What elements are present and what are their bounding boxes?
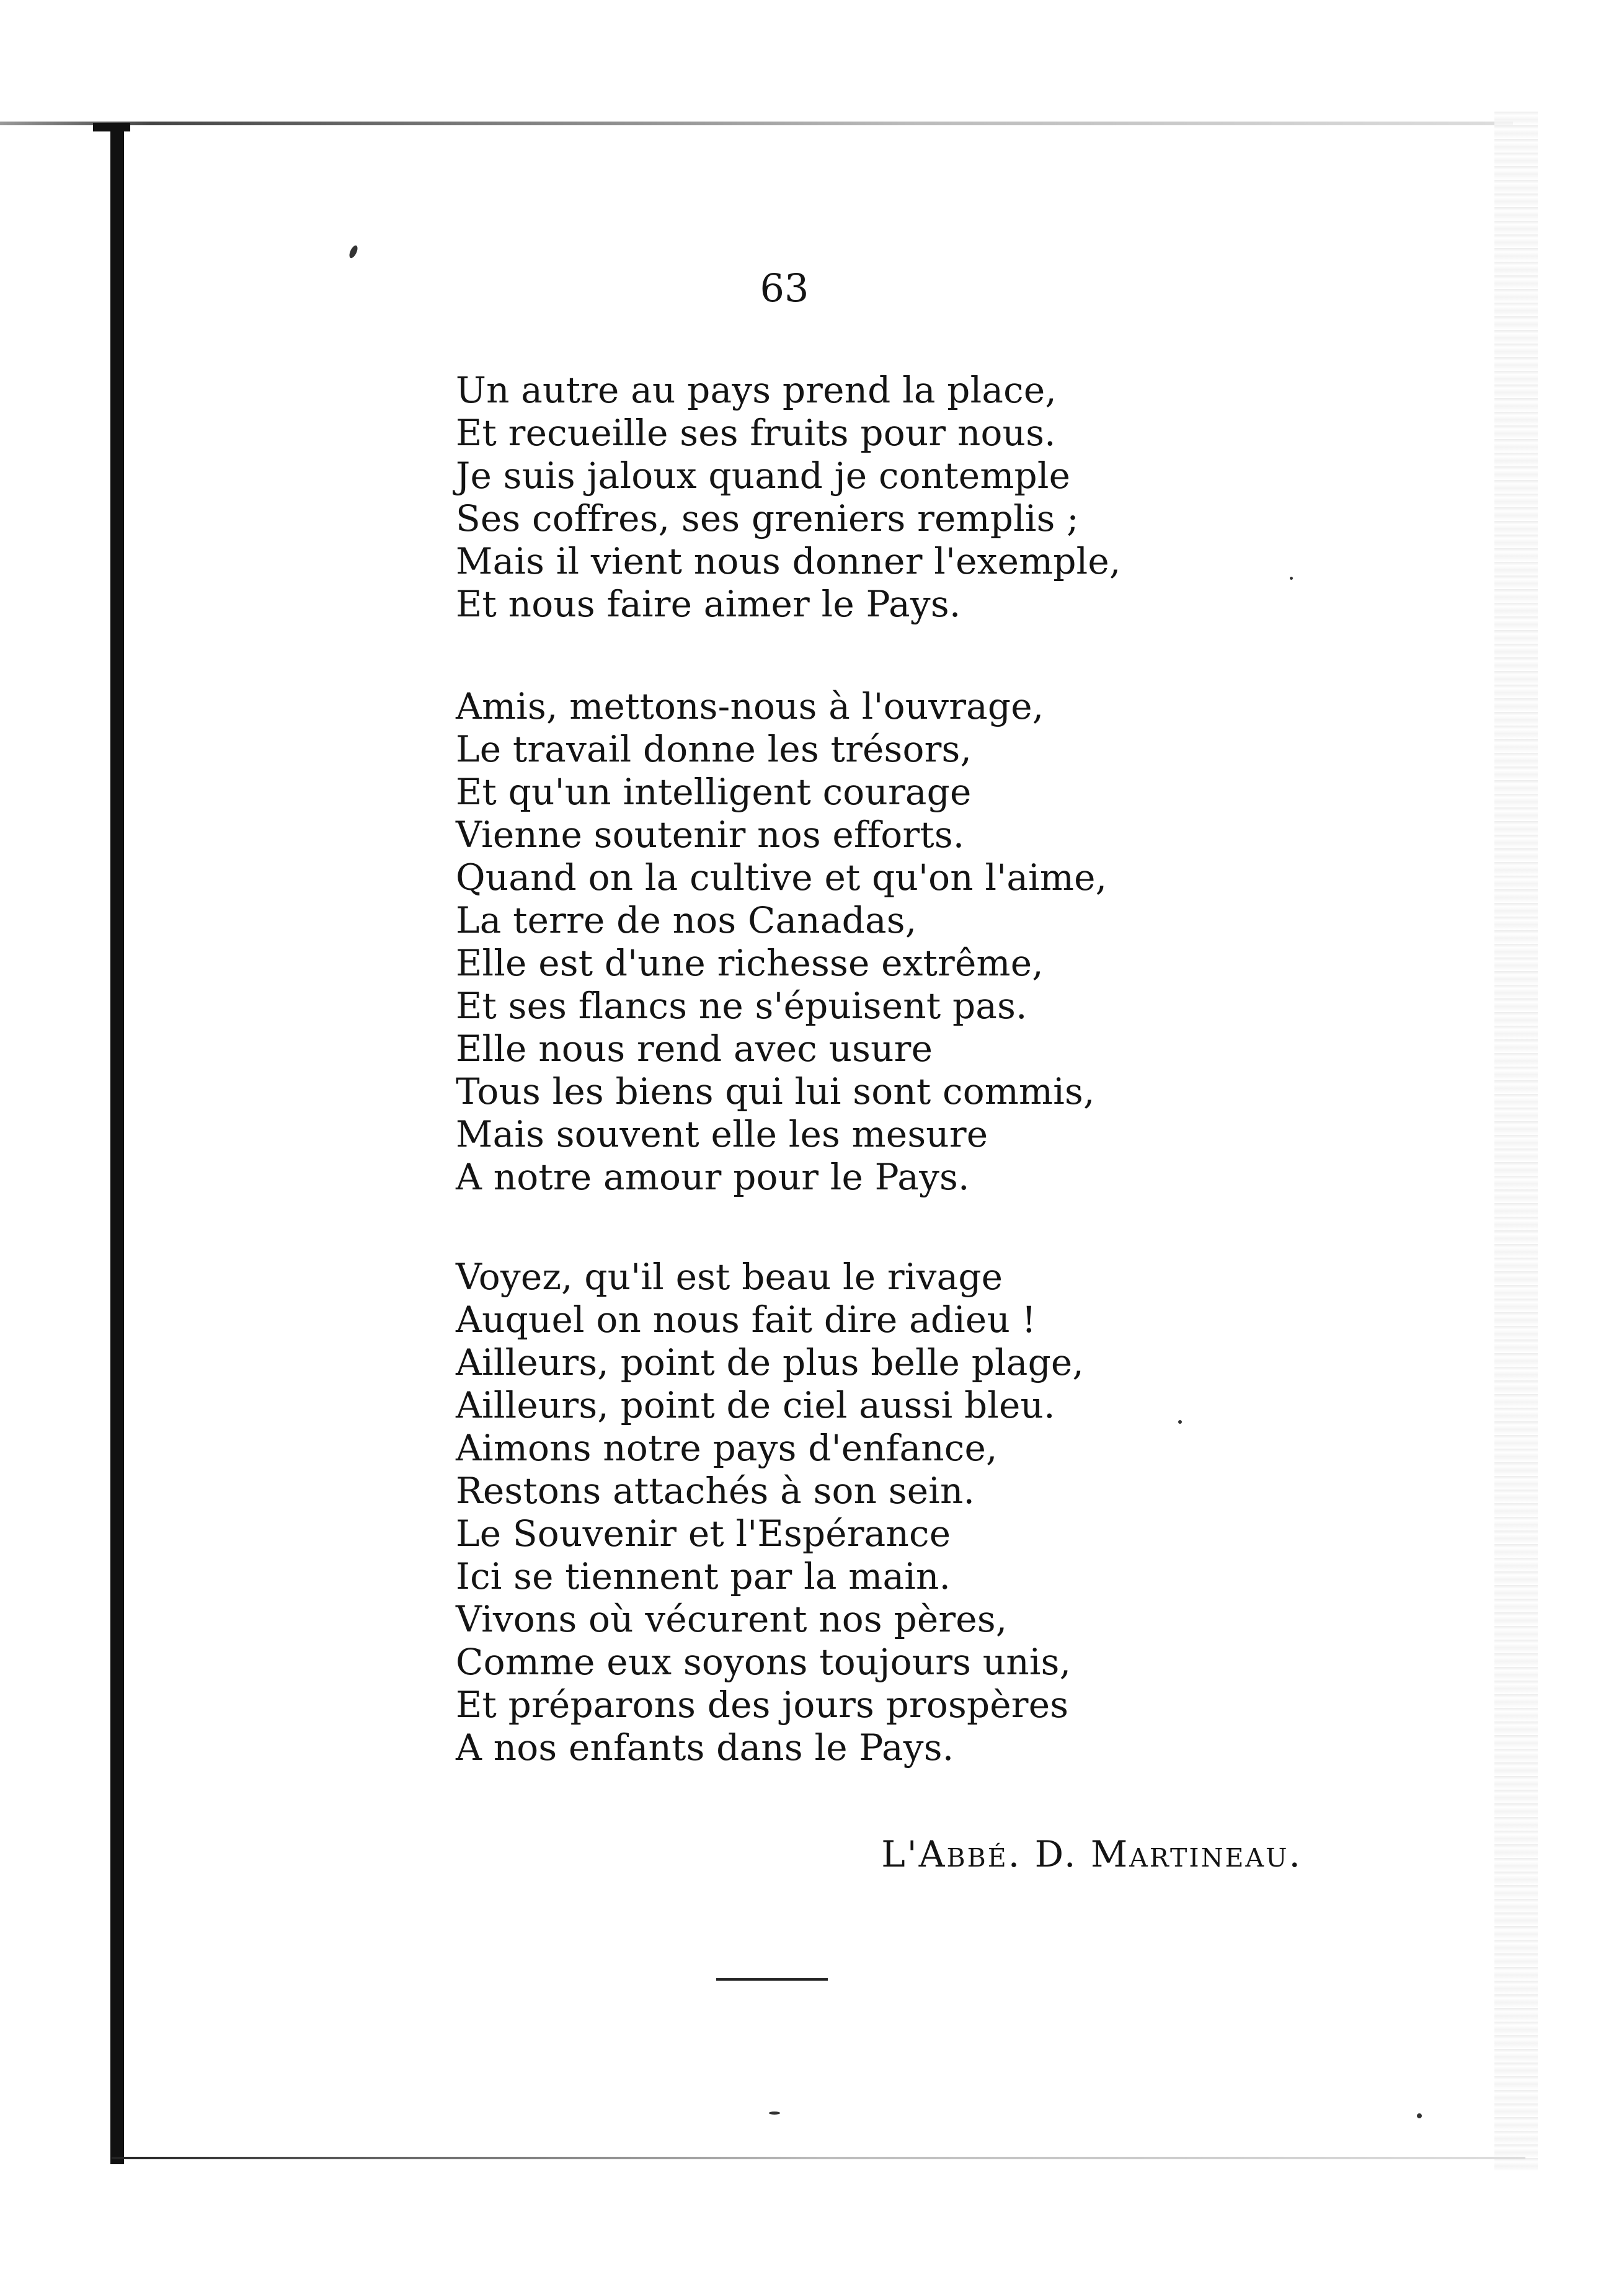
- poem-line: Vienne soutenir nos efforts.: [456, 814, 965, 856]
- poem-line: Et recueille ses fruits pour nous.: [456, 412, 1056, 454]
- poem-line: Ici se tiennent par la main.: [456, 1555, 951, 1597]
- poem-line: Ailleurs, point de plus belle plage,: [456, 1341, 1085, 1383]
- bottom-edge-rule: [112, 2157, 1525, 2159]
- scan-speck: [1178, 1420, 1182, 1424]
- poem-line: Mais souvent elle les mesure: [456, 1113, 988, 1155]
- poem-line: Et nous faire aimer le Pays.: [456, 583, 961, 625]
- top-edge-rule: [0, 122, 1513, 125]
- poem-line: Elle est d'une richesse extrême,: [456, 942, 1044, 984]
- right-page-edge: [1494, 112, 1538, 2170]
- stanza-3: [456, 1256, 1084, 1769]
- poem-line: Et ses flancs ne s'épuisent pas.: [456, 985, 1027, 1027]
- poem-line: Comme eux soyons toujours unis,: [456, 1641, 1072, 1683]
- poem-line: Restons attachés à son sein.: [456, 1470, 975, 1512]
- poem-line: Et préparons des jours prospères: [456, 1684, 1069, 1726]
- scan-speck: [348, 244, 359, 259]
- poem-line: Voyez, qu'il est beau le rivage: [456, 1256, 1003, 1298]
- poem-line: Ses coffres, ses greniers remplis ;: [456, 497, 1079, 540]
- poem-line: La terre de nos Canadas,: [456, 899, 917, 941]
- poem-line: Je suis jaloux quand je contemple: [456, 455, 1071, 497]
- poem-line: Mais il vient nous donner l'exemple,: [456, 540, 1121, 582]
- scan-speck: [1290, 577, 1293, 580]
- poem-line: Tous les biens qui lui sont commis,: [456, 1070, 1095, 1112]
- poem-line: Aimons notre pays d'enfance,: [456, 1427, 998, 1469]
- page-spine-bar: [110, 124, 124, 2164]
- stanza-1: [456, 369, 1121, 626]
- poem-line: Vivons où vécurent nos pères,: [456, 1598, 1008, 1640]
- poem-line: Amis, mettons-nous à l'ouvrage,: [456, 685, 1044, 727]
- poem-line: Un autre au pays prend la place,: [456, 369, 1057, 411]
- end-rule: [716, 1978, 828, 1981]
- poem-line: Et qu'un intelligent courage: [456, 771, 972, 813]
- page-number: 63: [760, 265, 809, 311]
- scan-speck: [769, 2112, 780, 2115]
- stanza-2: [456, 685, 1107, 1199]
- scan-speck: [1417, 2113, 1422, 2118]
- poem-line: A nos enfants dans le Pays.: [456, 1726, 954, 1769]
- poem-line: Elle nous rend avec usure: [456, 1028, 933, 1070]
- poem-line: Ailleurs, point de ciel aussi bleu.: [456, 1384, 1055, 1426]
- poem-line: A notre amour pour le Pays.: [456, 1156, 970, 1198]
- poem-line: Le travail donne les trésors,: [456, 728, 972, 770]
- poem-line: Auquel on nous fait dire adieu !: [456, 1299, 1037, 1341]
- author-signature: L'Abbé. D. Martineau.: [881, 1833, 1302, 1875]
- poem-line: Le Souvenir et l'Espérance: [456, 1512, 951, 1555]
- poem-line: Quand on la cultive et qu'on l'aime,: [456, 856, 1107, 899]
